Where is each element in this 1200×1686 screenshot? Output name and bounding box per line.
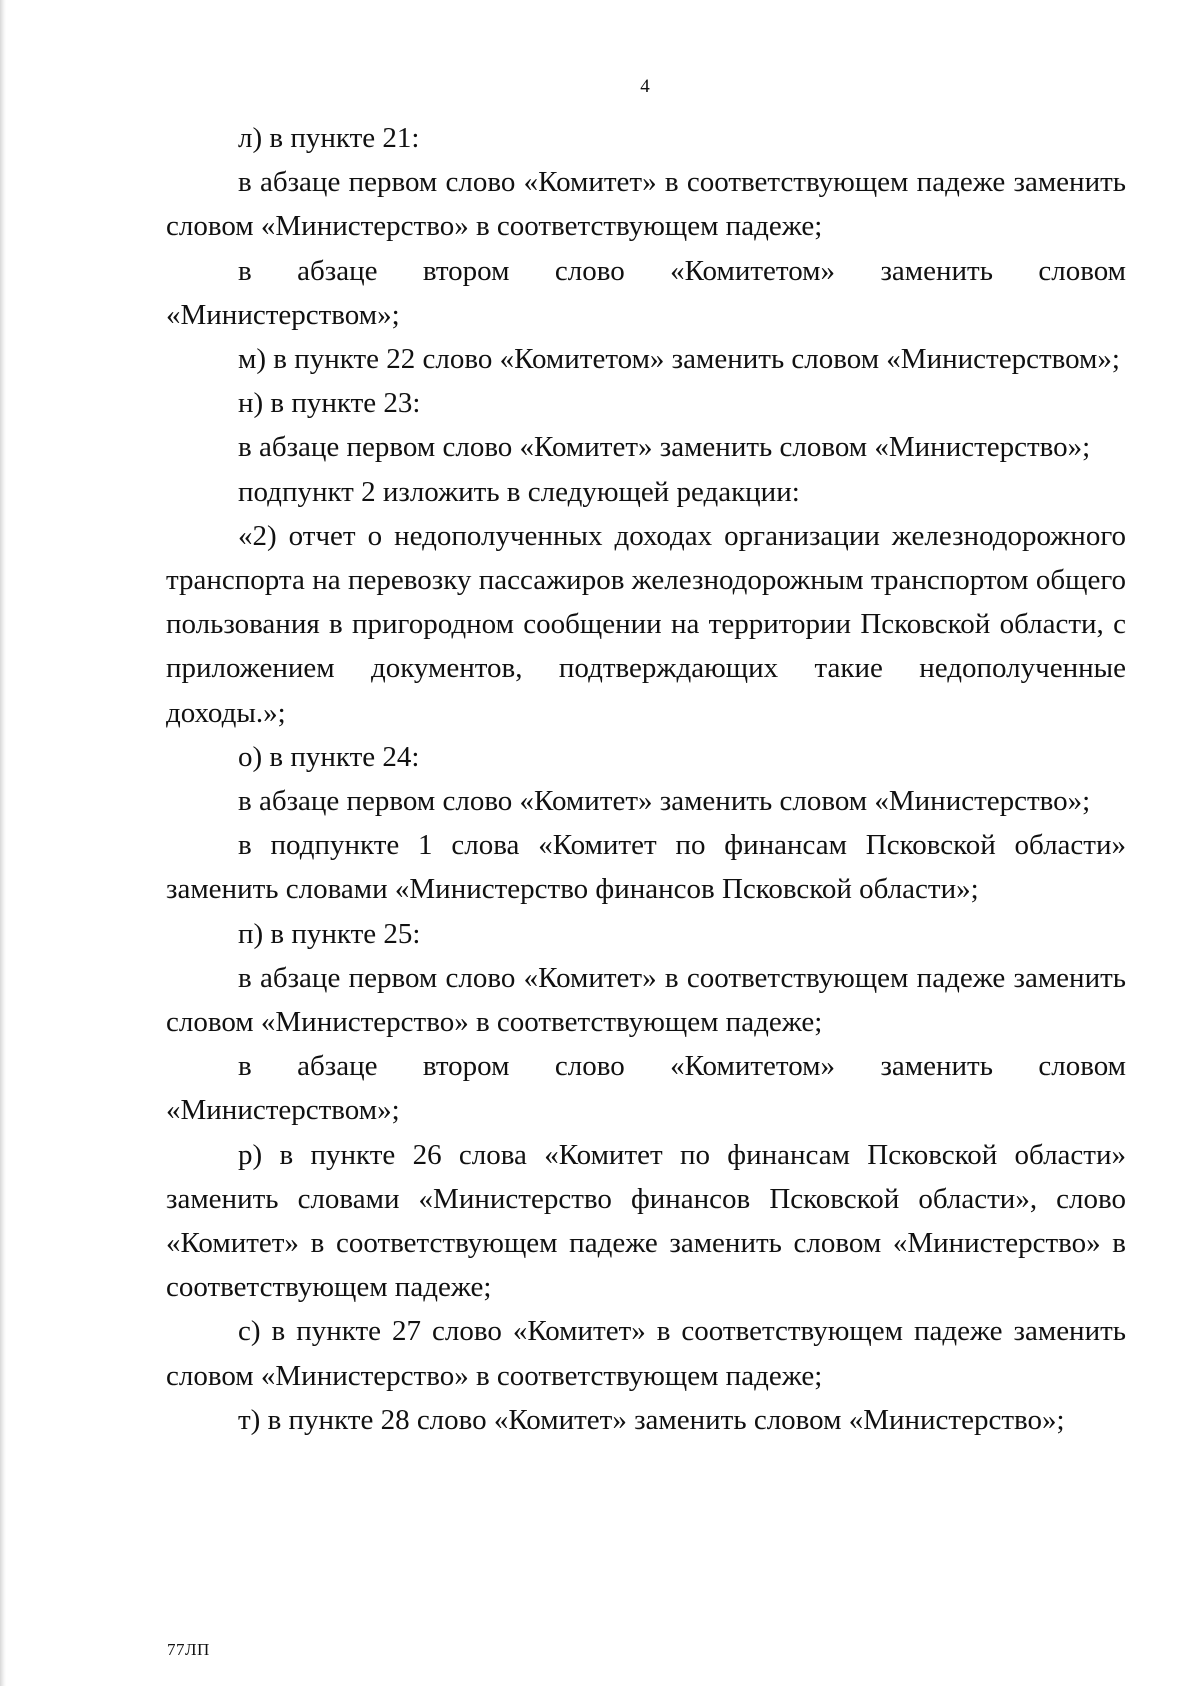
paragraph-item-o-subpoint-1: в подпункте 1 слова «Комитет по финансам Псковской области» заменить словами «Министерство финансов Псковской области»;: [166, 829, 1126, 906]
paragraph-item-s: с) в пункте 27 слово «Комитет» в соответствующем падеже заменить словом «Министерство» в соответствующем падеже;: [166, 1315, 1126, 1392]
paragraph-item-n-first-indent: в абзаце первом слово «Комитет» заменить словом «Министерство»;: [238, 431, 1091, 464]
paragraph-item-p: п) в пункте 25:: [238, 917, 421, 950]
scan-edge-shadow: [0, 0, 6, 1686]
paragraph-item-t: т) в пункте 28 слово «Комитет» заменить словом «Министерство»;: [238, 1403, 1065, 1436]
footer-document-code: 77ЛП: [167, 1640, 210, 1659]
paragraph-item-l-first-indent: в абзаце первом слово «Комитет» в соответствующем падеже заменить словом «Министерство» в соответствующем падеже;: [166, 166, 1126, 243]
page-number: 4: [640, 76, 650, 97]
paragraph-item-n-subpoint-text: «2) отчет о недополученных доходах организации железнодорожного транспорта на перевозку пассажиров железнодорожным транспортом общего пользования в пригородном сообщении на территории Псковской области, с приложением документов, подтверждающих такие недополученные доходы.»;: [166, 519, 1126, 729]
paragraph-item-n: н) в пункте 23:: [238, 387, 421, 420]
document-body: [166, 116, 1126, 1442]
paragraph-item-r: р) в пункте 26 слова «Комитет по финансам Псковской области» заменить словами «Министерство финансов Псковской области», слово «Комитет» в соответствующем падеже заменить словом «Министерство» в соответствующем падеже;: [166, 1138, 1126, 1304]
paragraph-item-o: о) в пункте 24:: [238, 740, 420, 773]
paragraph-item-l: л) в пункте 21:: [238, 122, 420, 154]
paragraph-item-p-first-indent: в абзаце первом слово «Комитет» в соответствующем падеже заменить словом «Министерство» в соответствующем падеже;: [166, 961, 1126, 1039]
paragraph-item-m: м) в пункте 22 слово «Комитетом» заменить словом «Министерством»;: [238, 343, 1120, 376]
paragraph-item-n-subpoint-intro: подпункт 2 изложить в следующей редакции:: [238, 475, 800, 508]
paragraph-item-p-second-indent: в абзаце втором слово «Комитетом» заменить словом «Министерством»;: [166, 1050, 1126, 1127]
paragraph-item-l-second-indent: в абзаце втором слово «Комитетом» заменить словом «Министерством»;: [166, 254, 1126, 331]
paragraph-item-o-first-indent: в абзаце первом слово «Комитет» заменить словом «Министерство»;: [238, 785, 1091, 818]
